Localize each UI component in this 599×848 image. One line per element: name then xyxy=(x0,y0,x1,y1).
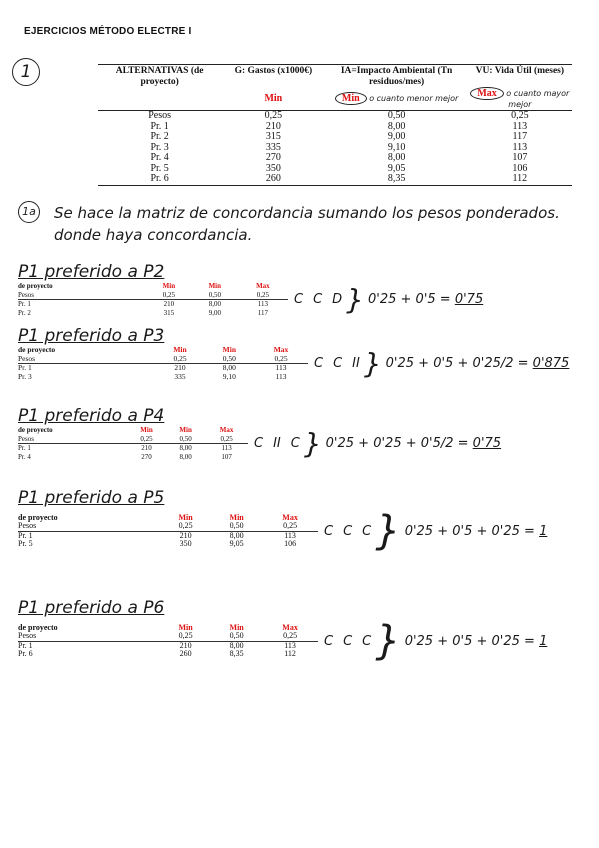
mini-cell: 0,25 xyxy=(173,353,187,363)
mini-criterion: Min xyxy=(173,345,187,354)
concordance-mark: II xyxy=(352,356,360,371)
mini-cell: 117 xyxy=(257,308,269,317)
mini-cell: 0,25 xyxy=(140,434,153,443)
mini-cell: 113 xyxy=(284,640,296,650)
mini-cell: Pr. 2 xyxy=(18,308,31,317)
comparison-title: P1 preferido a P2 xyxy=(18,262,165,282)
cell: 106 xyxy=(512,162,528,174)
col-vu: VU: Vida Útil (meses) xyxy=(475,66,565,76)
mini-cell: 210 xyxy=(163,300,175,308)
mini-cell: 210 xyxy=(179,640,192,650)
section-label-1a xyxy=(18,200,58,226)
mini-cell: 350 xyxy=(179,539,192,548)
cell: 0,50 xyxy=(387,110,406,121)
mini-cell: 9,10 xyxy=(222,371,236,381)
cell: Pr. 6 xyxy=(150,173,169,184)
mini-criterion: Min xyxy=(178,622,193,632)
mini-header-label: de proyecto xyxy=(18,282,53,290)
mini-criterion: Min xyxy=(179,426,192,434)
concordance-mark: C xyxy=(343,633,353,649)
equation-text: 0'25 + 0'5 + 0'25 = xyxy=(404,523,540,539)
mini-cell: 0,25 xyxy=(220,434,233,443)
comparison-title: P1 preferido a P3 xyxy=(18,326,165,346)
mini-criterion: Min xyxy=(229,512,244,522)
main-table xyxy=(98,64,572,186)
cell: Pr. 3 xyxy=(150,141,169,153)
mini-cell: 9,00 xyxy=(208,308,221,317)
mini-cell: 315 xyxy=(163,308,175,317)
mini-table xyxy=(18,426,248,461)
mini-cell: Pr. 1 xyxy=(18,640,33,650)
mini-cell: 8,00 xyxy=(229,640,244,650)
mini-cell: 113 xyxy=(275,363,287,372)
cell: 9,05 xyxy=(387,162,406,174)
section-label: 1a xyxy=(18,201,40,223)
concordance-mark: C xyxy=(294,292,304,307)
mini-criterion: Max xyxy=(219,426,234,434)
cell: 117 xyxy=(512,131,528,142)
mini-cell: Pr. 4 xyxy=(18,452,31,461)
mini-cell: 210 xyxy=(174,363,186,372)
cell: 270 xyxy=(265,152,281,163)
mini-cell: Pesos xyxy=(18,631,37,640)
concordance-mark: C xyxy=(362,523,372,539)
mini-cell: Pr. 6 xyxy=(18,649,33,658)
cell: 8,35 xyxy=(387,173,406,184)
brace: } xyxy=(375,618,401,664)
concordance-mark: C xyxy=(362,633,372,649)
mini-cell: 0,25 xyxy=(283,631,298,640)
cell: 8,00 xyxy=(387,152,406,163)
mini-cell: Pr. 1 xyxy=(18,444,31,452)
mini-cell: Pr. 3 xyxy=(18,371,32,381)
mini-cell: 210 xyxy=(179,530,192,540)
mini-criterion: Min xyxy=(222,345,237,354)
mini-header-label: de proyecto xyxy=(18,345,56,354)
cell: Pr. 4 xyxy=(150,152,169,163)
equation-text: 0'25 + 0'5 + 0'25/2 = xyxy=(385,356,533,371)
mini-cell: 0,25 xyxy=(256,290,270,299)
concordance-mark: C xyxy=(324,523,334,539)
mini-cell: 210 xyxy=(141,444,152,452)
mini-cell: Pr. 5 xyxy=(18,539,33,548)
concordance-mark: II xyxy=(273,436,281,451)
equation-text: 0'25 + 0'5 + 0'25 = xyxy=(404,633,540,649)
mini-cell: Pr. 1 xyxy=(18,300,31,308)
mini-cell: Pr. 1 xyxy=(18,530,33,540)
mini-cell: 0,25 xyxy=(162,290,175,299)
concordance-equation xyxy=(326,436,501,451)
mini-cell: 260 xyxy=(179,649,192,658)
cell: 350 xyxy=(265,162,281,174)
mini-criterion: Min xyxy=(162,282,176,290)
comparison-block xyxy=(18,488,588,554)
col-gastos: G: Gastos (x1000€) xyxy=(234,66,313,76)
mini-header-label: de proyecto xyxy=(18,426,53,434)
crit-vu: Max xyxy=(470,87,503,100)
cell: 113 xyxy=(512,120,528,132)
mini-cell: Pesos xyxy=(18,290,34,299)
comparison-block xyxy=(18,262,588,317)
mini-cell: 8,00 xyxy=(229,530,244,540)
mini-table xyxy=(18,514,318,549)
mini-cell: 8,00 xyxy=(222,363,236,372)
brace: } xyxy=(375,508,401,554)
mini-cell: 9,05 xyxy=(229,539,244,548)
equation-result: 0'875 xyxy=(532,356,570,371)
concordance-mark: C xyxy=(324,633,334,649)
comparison-block xyxy=(18,598,588,664)
mini-criterion: Max xyxy=(282,512,298,522)
cell: 8,00 xyxy=(387,120,406,132)
comparison-title: P1 preferido a P5 xyxy=(18,488,165,508)
mini-cell: 113 xyxy=(221,444,232,452)
mini-criterion: Max xyxy=(256,282,270,290)
cell: 107 xyxy=(512,152,528,163)
cell: Pr. 2 xyxy=(150,131,169,142)
cell: 335 xyxy=(265,141,281,153)
cell: 0,25 xyxy=(264,110,283,121)
mini-cell: 0,25 xyxy=(178,631,193,640)
equation-result: 1 xyxy=(539,523,548,539)
cell: 0,25 xyxy=(511,110,529,121)
mini-header-label: de proyecto xyxy=(18,512,58,522)
cell: 112 xyxy=(512,173,528,184)
document-title: EJERCICIOS MÉTODO ELECTRE I xyxy=(24,26,192,37)
mini-cell: 0,25 xyxy=(178,521,193,530)
mini-cell: 0,50 xyxy=(208,290,221,299)
mini-cell: 113 xyxy=(284,530,296,540)
comparison-title: P1 preferido a P6 xyxy=(18,598,165,618)
note-ia: o cuanto menor mejor xyxy=(369,94,459,104)
intro-text: Se hace la matriz de concordancia sumando los pesos ponderados. donde haya concordancia. xyxy=(54,204,560,244)
mini-cell: 113 xyxy=(257,300,269,308)
concordance-mark: C xyxy=(343,523,353,539)
cell: Pesos xyxy=(148,110,172,121)
mini-cell: Pesos xyxy=(18,353,36,363)
mini-criterion: Min xyxy=(178,512,193,522)
col-alternativas: ALTERNATIVAS (de proyecto) xyxy=(115,66,204,87)
mini-cell: 0,25 xyxy=(283,521,298,530)
concordance-mark: C xyxy=(313,292,323,307)
mini-cell: 0,50 xyxy=(179,434,192,443)
mini-cell: 112 xyxy=(284,649,296,658)
mini-cell: 113 xyxy=(275,371,287,381)
concordance-equation xyxy=(405,634,548,649)
mini-table xyxy=(18,346,308,381)
concordance-equation xyxy=(386,356,570,371)
equation-result: 1 xyxy=(539,633,548,649)
cell: 9,00 xyxy=(387,131,406,142)
cell: 260 xyxy=(265,173,281,184)
exercise-number: 1 xyxy=(12,58,40,86)
equation-result: 0'75 xyxy=(454,292,484,307)
concordance-equation xyxy=(368,292,483,307)
mini-cell: 0,25 xyxy=(274,353,288,363)
concordance-equation xyxy=(405,524,548,539)
mini-table xyxy=(18,282,288,317)
comparison-block xyxy=(18,406,588,461)
equation-text: 0'25 + 0'25 + 0'5/2 = xyxy=(325,436,473,451)
equation-text: 0'25 + 0'5 = xyxy=(368,292,455,307)
mini-table xyxy=(18,624,318,659)
cell: Pr. 1 xyxy=(150,120,169,132)
mini-cell: Pesos xyxy=(18,521,37,530)
mini-cell: 335 xyxy=(174,371,186,381)
mini-cell: Pr. 1 xyxy=(18,363,32,372)
mini-cell: 0,50 xyxy=(229,521,244,530)
mini-cell: 106 xyxy=(284,539,297,548)
brace: } xyxy=(346,283,364,316)
cell: Pr. 5 xyxy=(150,162,169,174)
cell: 113 xyxy=(512,141,528,153)
col-ia: IA=Impacto Ambiental (Tn residuos/mes) xyxy=(340,66,453,87)
cell: 315 xyxy=(265,131,281,142)
concordance-mark: C xyxy=(314,356,324,371)
mini-cell: 0,50 xyxy=(222,353,236,363)
mini-cell: 8,00 xyxy=(179,452,192,461)
comparison-block xyxy=(18,326,588,381)
cell: 210 xyxy=(265,120,281,132)
mini-cell: 107 xyxy=(221,452,232,461)
mini-criterion: Min xyxy=(140,426,153,434)
mini-criterion: Min xyxy=(208,282,222,290)
concordance-mark: D xyxy=(332,292,343,307)
brace: } xyxy=(363,347,382,380)
mini-criterion: Min xyxy=(229,622,244,632)
mini-criterion: Max xyxy=(282,622,298,632)
mini-cell: 8,00 xyxy=(179,444,192,452)
concordance-mark: C xyxy=(290,436,300,451)
mini-criterion: Max xyxy=(273,345,289,354)
concordance-mark: C xyxy=(333,356,343,371)
crit-g: Min xyxy=(264,93,283,105)
mini-cell: 8,35 xyxy=(229,649,244,658)
equation-result: 0'75 xyxy=(472,436,502,451)
comparison-title: P1 preferido a P4 xyxy=(18,406,165,426)
mini-cell: 270 xyxy=(141,452,152,461)
note-vu: o cuanto mayor mejor xyxy=(506,89,570,109)
mini-cell: 8,00 xyxy=(208,300,221,308)
mini-cell: 0,50 xyxy=(229,631,244,640)
cell: 9,10 xyxy=(387,141,406,153)
brace: } xyxy=(303,427,322,460)
mini-header-label: de proyecto xyxy=(18,622,58,632)
concordance-mark: C xyxy=(254,436,264,451)
crit-ia: Min xyxy=(335,92,367,105)
mini-cell: Pesos xyxy=(18,434,34,443)
